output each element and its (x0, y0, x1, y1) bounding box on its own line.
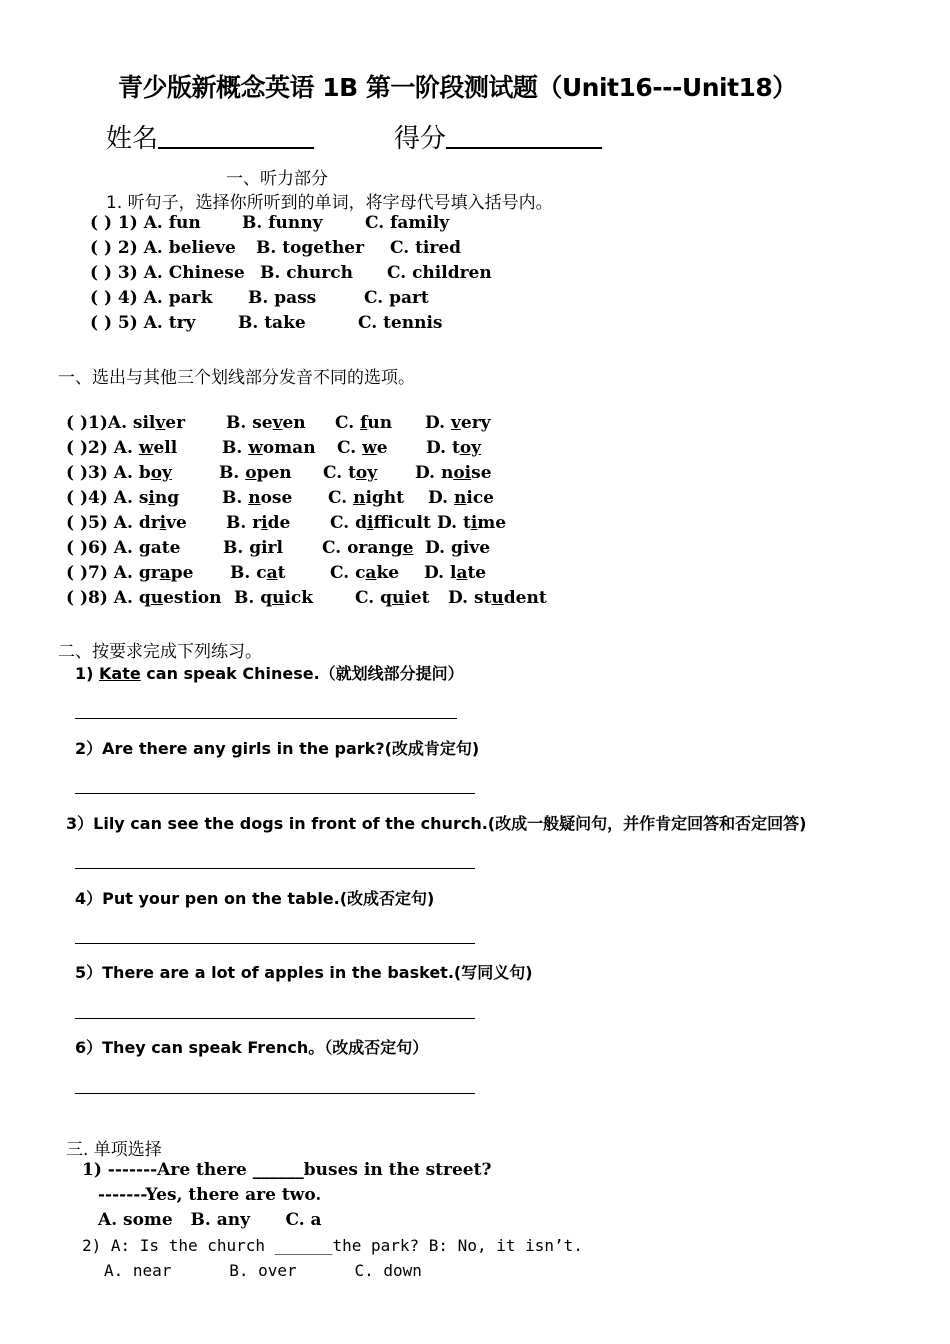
phonics-option-a: ( )5) A. drive (66, 513, 187, 533)
underlined-letters: v (272, 413, 283, 433)
listening-heading: 一、听力部分 (226, 169, 328, 189)
phonics-option-a: ( )8) A. question (66, 588, 222, 608)
underlined-letters: ge (390, 538, 414, 558)
underlined-letters: u (491, 588, 504, 608)
underlined-letters: n (353, 488, 366, 508)
underlined-letters: u (391, 588, 405, 608)
phonics-option-a: ( )2) A. well (66, 438, 178, 458)
phonics-option-c: C. orange (322, 538, 414, 558)
phonics-option-d: D. nice (428, 488, 494, 508)
underlined-letters: i (159, 513, 167, 533)
phonics-option-b: B. nose (222, 488, 293, 508)
transform-item-3: 3）Lily can see the dogs in front of the church.(改成一般疑问句，并作肯定回答和否定回答) (66, 814, 807, 833)
underlined-letters: w (138, 438, 154, 458)
phonics-option-a: ( )4) A. sing (66, 488, 180, 508)
phonics-option-c: C. fun (335, 413, 393, 433)
underlined-letters: oi (453, 463, 472, 483)
choice-q1-line1: 1) -------Are there ______buses in the street? (82, 1160, 492, 1180)
score-label: 得分 (394, 124, 447, 154)
choice-heading: 三. 单项选择 (66, 1140, 162, 1160)
score-blank[interactable] (446, 121, 602, 149)
page-title: 青少版新概念英语 1B 第一阶段测试题（Unit16---Unit18） (118, 73, 797, 102)
phonics-option-d: D. very (425, 413, 491, 433)
phonics-option-c: C. difficult (330, 513, 431, 533)
phonics-option-c: C. night (328, 488, 405, 508)
phonics-option-d: D. noise (415, 463, 492, 483)
choice-q2-line: 2) A: Is the church ______the park? B: No, it isn’t. (82, 1236, 583, 1255)
underlined-letters: a (456, 563, 468, 583)
underlined-letters: i (261, 513, 268, 533)
phonics-option-a: ( )1)A. silver (66, 413, 186, 433)
name-label: 姓名 (106, 124, 159, 154)
underlined-letters: w (248, 438, 263, 458)
name-blank[interactable] (158, 121, 314, 149)
answer-line[interactable] (75, 718, 457, 719)
underlined-letters: w (362, 438, 377, 458)
underlined-letters: a (266, 563, 278, 583)
score-field[interactable] (394, 118, 602, 155)
phonics-option-c: C. quiet (355, 588, 430, 608)
phonics-option-b: B. woman (222, 438, 316, 458)
transform-item-6: 6）They can speak French。（改成否定句） (75, 1038, 429, 1057)
answer-line[interactable] (75, 1093, 475, 1094)
phonics-option-d: D. student (448, 588, 547, 608)
underlined-letters: oy (459, 438, 482, 458)
underlined-letters: f (360, 413, 368, 433)
transform-item-2: 2）Are there any girls in the park?(改成肯定句) (75, 739, 480, 758)
phonics-option-c: C. toy (323, 463, 378, 483)
phonics-option-b: B. seven (226, 413, 306, 433)
underlined-letters: v (450, 413, 461, 433)
phonics-option-b: B. quick (234, 588, 314, 608)
underlined-letters: oy (150, 463, 172, 483)
underlined-letters: n (453, 488, 467, 508)
phonics-option-d: D. toy (426, 438, 482, 458)
underlined-letters: a (365, 563, 377, 583)
choice-q1-options[interactable]: A. some B. any C. a (98, 1210, 322, 1230)
underlined-letters: a (159, 563, 171, 583)
phonics-heading: 一、选出与其他三个划线部分发音不同的选项。 (58, 368, 415, 388)
phonics-option-c: C. we (337, 438, 388, 458)
underlined-letters: o (245, 463, 257, 483)
underlined-letters: i (366, 513, 374, 533)
listening-instruction: 1. 听句子，选择你所听到的单词，将字母代号填入括号内。 (106, 193, 553, 213)
transform-item-4: 4）Put your pen on the table.(改成否定句) (75, 889, 435, 908)
phonics-option-d: D. late (424, 563, 487, 583)
underlined-letters: n (248, 488, 261, 508)
phonics-option-b: B. ride (226, 513, 291, 533)
phonics-option-a: ( )7) A. grape (66, 563, 194, 583)
answer-line[interactable] (75, 1018, 475, 1019)
phonics-option-d: D. give (425, 538, 491, 558)
phonics-option-d: D. time (437, 513, 507, 533)
answer-line[interactable] (75, 793, 475, 794)
answer-line[interactable] (75, 868, 475, 869)
underlined-letters: u (272, 588, 285, 608)
phonics-option-a: ( )6) A. gate (66, 538, 181, 558)
phonics-option-c: C. cake (330, 563, 400, 583)
name-field[interactable] (106, 118, 314, 155)
underlined-letters: i (148, 488, 155, 508)
choice-q1-line2: -------Yes, there are two. (98, 1185, 322, 1205)
phonics-option-b: B. open (219, 463, 292, 483)
underlined-word: Kate (99, 664, 141, 683)
underlined-letters: oy (355, 463, 378, 483)
transform-heading: 二、按要求完成下列练习。 (58, 642, 262, 662)
phonics-option-a: ( )3) A. boy (66, 463, 172, 483)
transform-item-1: 1) Kate can speak Chinese.（就划线部分提问） (75, 664, 464, 683)
phonics-option-b: B. girl (223, 538, 283, 558)
underlined-letters: v (155, 413, 166, 433)
underlined-letters: u (150, 588, 164, 608)
choice-q2-options[interactable]: A. near B. over C. down (104, 1261, 422, 1280)
phonics-option-b: B. cat (230, 563, 286, 583)
answer-line[interactable] (75, 943, 475, 944)
transform-item-5: 5）There are a lot of apples in the basket.(写同义句) (75, 963, 533, 982)
underlined-letters: i (470, 513, 478, 533)
